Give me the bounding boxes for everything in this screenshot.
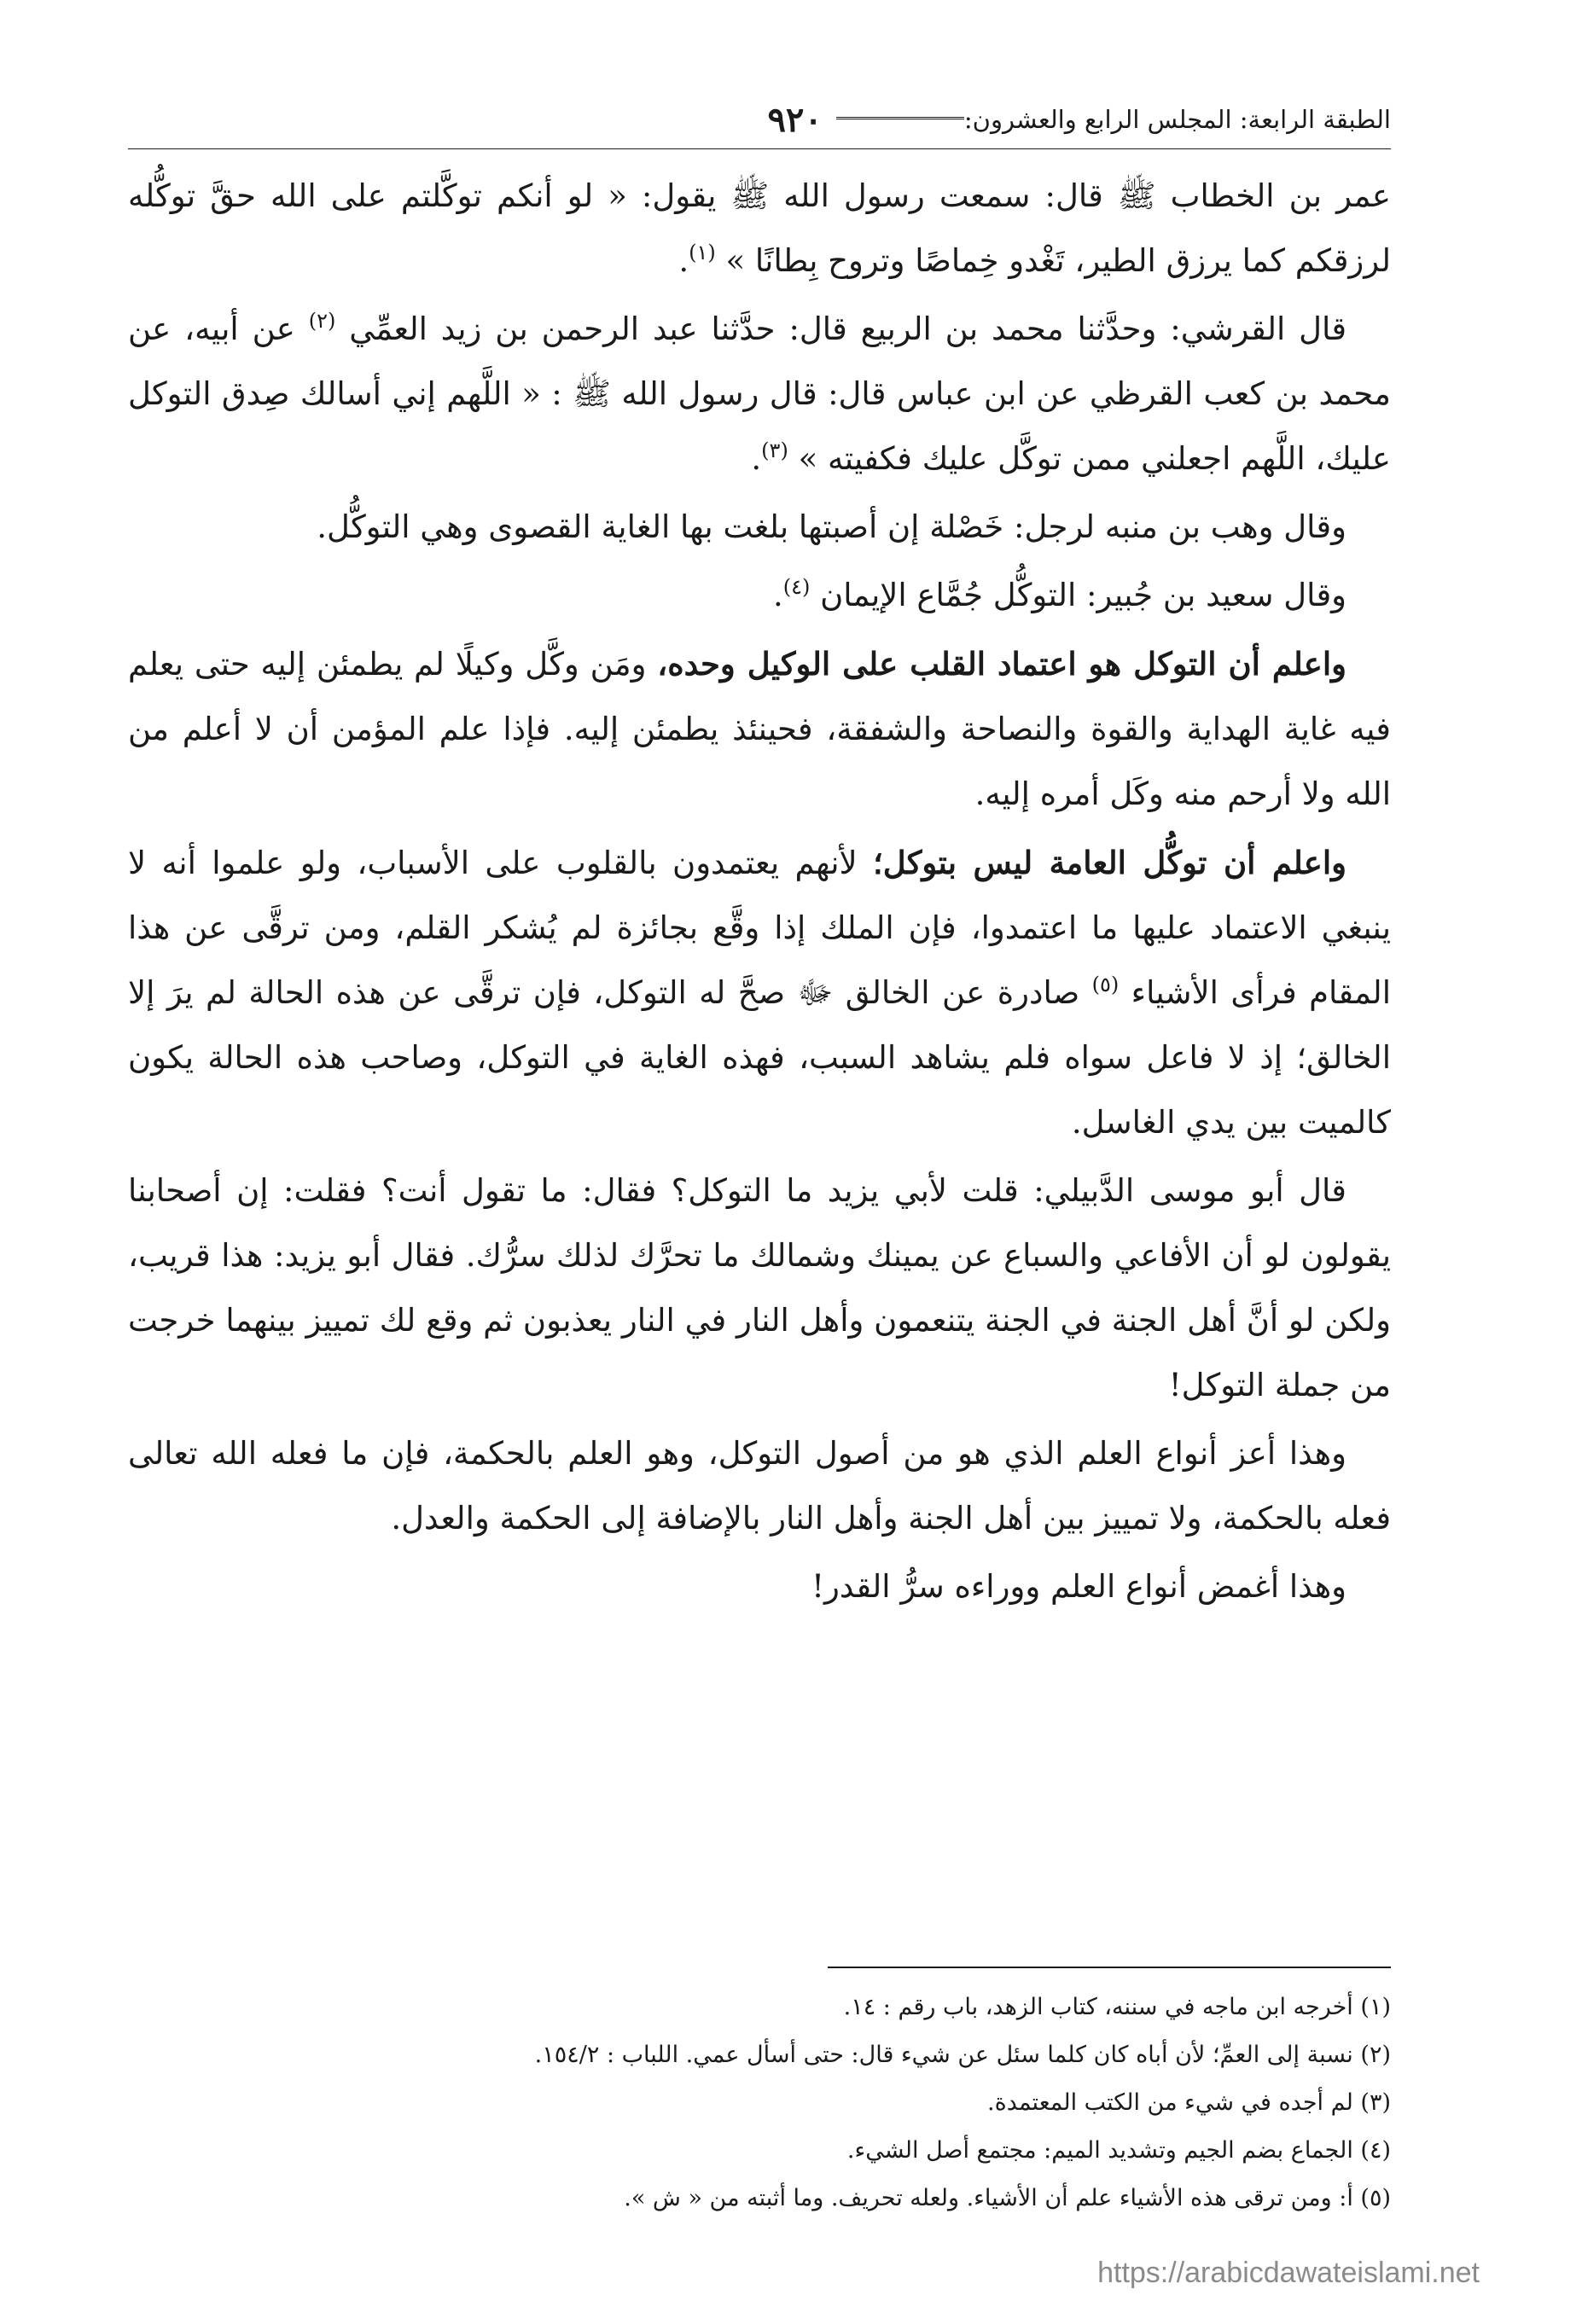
paragraph-9 [128,1554,1391,1619]
page-header [128,94,1391,145]
footnote-5: (٥) أ: ومن ترقى هذه الأشياء علم أن الأشياء. ولعله تحريف. وما أثبته من « ش ». [624,2185,1391,2211]
bold-heading-text: واعلم أن التوكل هو اعتماد القلب على الوكيل وحده، [657,645,1346,683]
footnote-3: (٣) لم أجده في شيء من الكتب المعتمدة. [987,2089,1391,2116]
footnote-ref: (٢) [308,309,336,333]
paragraph-8 [128,1421,1391,1551]
paragraph-text: لأنهم يعتمدون بالقلوب على الأسباب، ولو علموا أنه لا ينبغي الاعتماد عليها ما اعتمدوا، فإن الملك إذا وقَّع بجائزة لم يُشكر القلم، ومن ترقَّى عن هذا المقام فرأى الأشياء [128,845,1391,1011]
paragraph-text: قال أبو موسى الدَّبيلي: قلت لأبي يزيد ما التوكل؟ فقال: ما تقول أنت؟ فقلت: إن أصحابنا يقولون لو أن الأفاعي والسباع عن يمينك وشمالك ما تحرَّك لذلك سرُّك. فقال أبو يزيد: هذا قريب، ولكن لو أنَّ أهل الجنة في الجنة يتنعمون وأهل النار في النار يعذبون ثم وقع لك تمييز بينهما خرجت من جملة التوكل! [128,1172,1391,1403]
paragraph-text: . [772,577,783,613]
paragraph-text: صادرة عن الخالق ﷻ صحَّ له التوكل، فإن ترقَّى عن هذه الحالة لم يرَ إلا الخالق؛ إذ لا فاعل سواه فلم يشاهد السبب، فهذه الغاية في التوكل، وصاحب هذه الحالة يكون كالميت بين يدي الغاسل. [128,974,1391,1141]
paragraph-text: عمر بن الخطاب ﷺ قال: سمعت رسول الله ﷺ يقول: « لو أنكم توكَّلتم على الله حقَّ توكُّله لرزقكم كما يرزق الطير، تَغْدو خِماصًا وتروح بِطانًا » [128,177,1392,279]
footnote-divider [828,1967,1391,1968]
paragraph-text: . [751,440,762,477]
footnote-1: (١) أخرجه ابن ماجه في سننه، كتاب الزهد، باب رقم : ١٤. [843,1994,1391,2020]
footnote-4: (٤) الجماع بضم الجيم وتشديد الميم: مجتمع أصل الشيء. [846,2137,1391,2164]
paragraph-text: . [678,242,689,279]
footnote-ref: (١) [689,241,716,264]
paragraph-7 [128,1159,1391,1418]
paragraph-text: وهذا أغمض أنواع العلم ووراءه سرُّ القدر! [811,1568,1346,1605]
source-watermark: https://arabicdawateislami.net [1097,2257,1480,2289]
paragraph-text: عن أبيه، عن محمد بن كعب القرظي عن ابن عباس قال: قال رسول الله ﷺ : « اللَّهم إني أسالك صِدق التوكل عليك، اللَّهم اجعلني ممن توكَّل عليك فكفيته » [128,311,1391,477]
bold-heading-text: واعلم أن توكُّل العامة ليس بتوكل؛ [873,844,1346,881]
paragraph-2 [128,297,1391,491]
footnote-ref: (٤) [782,575,811,599]
paragraph-text: وقال سعيد بن جُبير: التوكُّل جُمَّاع الإيمان [810,577,1346,613]
paragraph-text: وهذا أعز أنواع العلم الذي هو من أصول التوكل، وهو العلم بالحكمة، فإن ما فعله الله تعالى فعله بالحكمة، ولا تمييز بين أهل الجنة وأهل النار بالإضافة إلى الحكمة والعدل. [128,1435,1391,1537]
paragraph-1 [128,164,1391,293]
paragraph-4 [128,563,1391,628]
paragraph-text: ومَن وكَّل وكيلًا لم يطمئن إليه حتى يعلم فيه غاية الهداية والقوة والنصاحة والشفقة، فحينئذ يطمئن إليه. فإذا علم المؤمن أن لا أعلم من الله ولا أرحم منه وكَل أمره إليه. [128,646,1391,812]
paragraph-5 [128,631,1391,827]
page-number: ٩٢٠ [767,99,823,140]
paragraph-6 [128,830,1391,1155]
paragraph-3 [128,495,1391,560]
book-page [128,94,1391,2244]
paragraph-text: قال القرشي: وحدَّثنا محمد بن الربيع قال: حدَّثنا عبد الرحمن بن زيد العمِّي [335,311,1346,347]
footnote-ref: (٥) [1091,973,1120,996]
main-text [128,164,1391,1623]
header-divider [128,148,1391,149]
footnote-2: (٢) نسبة إلى العمِّ؛ لأن أباه كان كلما سئل عن شيء قال: حتى أسأل عمي. اللباب : ١٥٤/٢. [534,2042,1391,2068]
footnote-ref: (٣) [761,439,788,462]
header-ornament-rule [836,117,964,122]
running-title: الطبقة الرابعة: المجلس الرابع والعشرون: [963,105,1391,134]
paragraph-text: وقال وهب بن منبه لرجل: خَصْلة إن أصبتها بلغت بها الغاية القصوى وهي التوكُّل. [317,508,1346,545]
footnotes [128,1984,1391,2222]
